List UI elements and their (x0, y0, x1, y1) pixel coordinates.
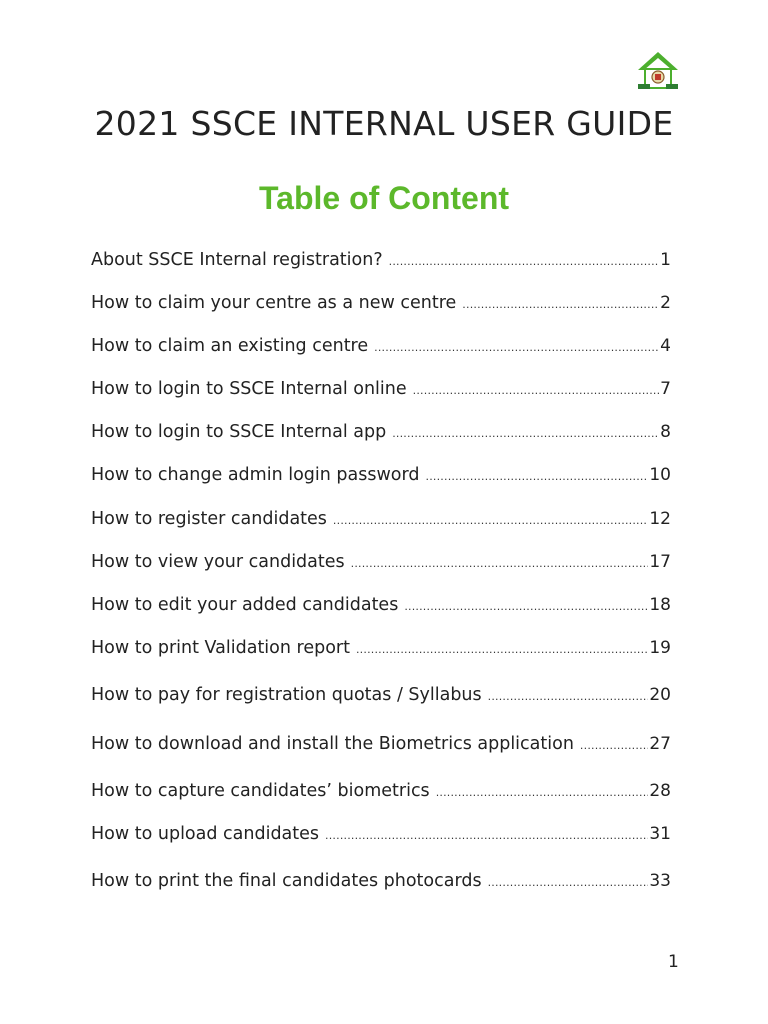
toc-entry-page: 7 (660, 379, 671, 399)
toc-entry-label: How to print the final candidates photocards (91, 871, 482, 891)
toc-entry[interactable] (91, 422, 671, 448)
toc-entry-page: 19 (649, 638, 671, 658)
toc-entry-label: How to upload candidates (91, 824, 320, 844)
toc-leader-dots (426, 470, 649, 483)
toc-entry-page: 1 (660, 250, 671, 270)
toc-leader-dots (404, 600, 648, 613)
toc-leader-dots (389, 255, 660, 268)
toc-entry[interactable] (91, 509, 671, 535)
toc-leader-dots (413, 384, 660, 397)
toc-leader-dots (392, 427, 659, 440)
toc-leader-dots (351, 557, 649, 570)
toc-entry-label: How to change admin login password (91, 465, 420, 485)
toc-entry-page: 27 (649, 734, 671, 754)
toc-entry-page: 12 (649, 509, 671, 529)
toc-entry[interactable] (91, 552, 671, 578)
toc-entry-page: 4 (660, 336, 671, 356)
toc-entry-page: 8 (660, 422, 671, 442)
toc-entry-label: How to claim your centre as a new centre (91, 293, 457, 313)
toc-entry-page: 10 (649, 465, 671, 485)
toc-leader-dots (356, 643, 648, 656)
toc-entry-page: 28 (649, 781, 671, 801)
toc-entry[interactable] (91, 824, 671, 850)
toc-entry-page: 31 (649, 824, 671, 844)
toc-entry[interactable] (91, 379, 671, 405)
toc-entry-label: How to capture candidates’ biometrics (91, 781, 430, 801)
toc-entry[interactable] (91, 685, 671, 711)
page-number: 1 (668, 952, 679, 972)
toc-entry-page: 18 (649, 595, 671, 615)
toc-entry-label: About SSCE Internal registration? (91, 250, 383, 270)
toc-entry-page: 17 (649, 552, 671, 572)
toc-leader-dots (325, 829, 648, 842)
toc-entry-label: How to login to SSCE Internal online (91, 379, 407, 399)
toc-entry-label: How to register candidates (91, 509, 327, 529)
toc-entry[interactable] (91, 465, 671, 491)
toc-leader-dots (374, 341, 659, 354)
toc-entry-label: How to download and install the Biometrics application (91, 734, 574, 754)
document-title: 2021 SSCE INTERNAL USER GUIDE (94, 104, 674, 143)
toc-entry-page: 2 (660, 293, 671, 313)
toc-entry[interactable] (91, 638, 671, 664)
toc-leader-dots (580, 739, 648, 752)
toc-entry-label: How to pay for registration quotas / Syllabus (91, 685, 482, 705)
toc-entry[interactable] (91, 734, 671, 760)
toc-entry[interactable] (91, 250, 671, 276)
toc-leader-dots (488, 690, 649, 703)
toc-entry[interactable] (91, 871, 671, 897)
toc-entry-label: How to login to SSCE Internal app (91, 422, 387, 442)
toc-entry-label: How to edit your added candidates (91, 595, 399, 615)
toc-leader-dots (333, 514, 648, 527)
toc-leader-dots (462, 298, 659, 311)
toc-entry-label: How to claim an existing centre (91, 336, 369, 356)
toc-entry[interactable] (91, 781, 671, 807)
toc-entry-label: How to print Validation report (91, 638, 350, 658)
toc-heading: Table of Content (258, 180, 510, 216)
toc-entry[interactable] (91, 293, 671, 319)
toc-entry-page: 33 (649, 871, 671, 891)
toc-entry[interactable] (91, 595, 671, 621)
toc-leader-dots (488, 876, 649, 889)
toc-entry-label: How to view your candidates (91, 552, 345, 572)
toc-entry[interactable] (91, 336, 671, 362)
toc-leader-dots (436, 786, 649, 799)
toc-entry-page: 20 (649, 685, 671, 705)
